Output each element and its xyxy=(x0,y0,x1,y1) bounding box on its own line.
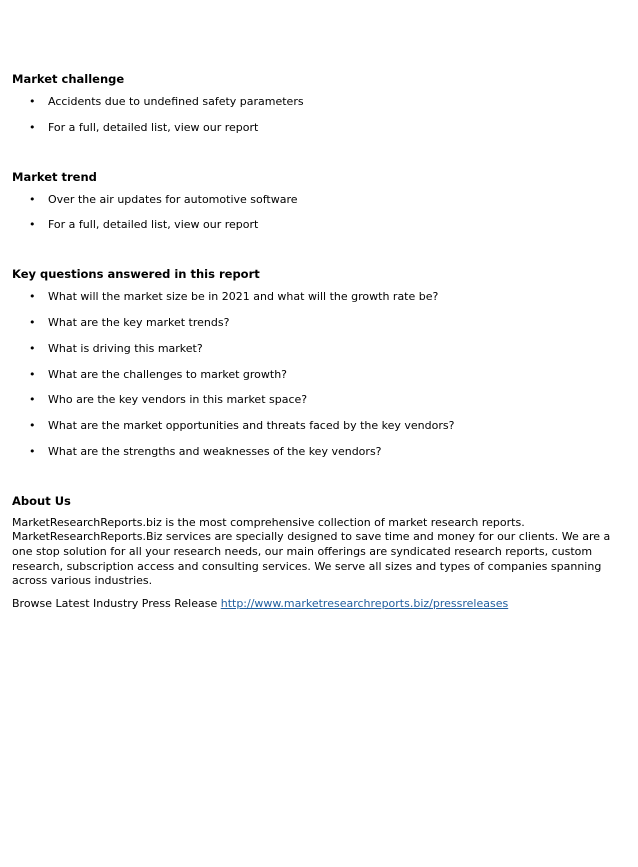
section-spacer xyxy=(12,243,618,267)
section-heading: Key questions answered in this report xyxy=(12,267,260,282)
bullet-icon: • xyxy=(29,192,36,206)
list-item xyxy=(12,217,618,232)
list-item-text: What will the market size be in 2021 and what will the growth rate be? xyxy=(48,290,439,304)
list-item xyxy=(12,418,618,433)
bullet-icon: • xyxy=(29,218,36,232)
bullet-icon: • xyxy=(29,444,36,458)
list-item xyxy=(12,392,618,407)
browse-line xyxy=(12,597,618,612)
list-item-text: What are the challenges to market growth? xyxy=(48,367,288,381)
bullet-icon: • xyxy=(29,393,36,407)
list-item xyxy=(12,444,618,459)
about-paragraph: MarketResearchReports.biz is the most comprehensive collection of market research reports. MarketResearchReports.Biz services are specially designed to save time and money for our clients. We are a one stop solution for all your research needs, our main offerings are syndicated research reports, custom research, subscription access and consulting services. We serve all sizes and types of companies spanning across various industries. xyxy=(12,515,611,588)
bullet-icon: • xyxy=(29,95,36,108)
section-heading: Market trend xyxy=(12,169,97,184)
press-releases-link[interactable]: http://www.marketresearchreports.biz/pressreleases xyxy=(220,596,509,610)
list-item-text: What are the key market trends? xyxy=(48,315,230,329)
bullet-icon: • xyxy=(29,120,36,134)
bullet-icon: • xyxy=(29,341,36,355)
bullet-icon: • xyxy=(29,290,36,304)
bullet-list xyxy=(12,192,618,233)
list-item-text: What is driving this market? xyxy=(48,341,203,355)
list-item-text: Over the air updates for automotive software xyxy=(48,192,298,206)
list-item-text: Who are the key vendors in this market space? xyxy=(48,393,308,407)
list-item xyxy=(12,367,618,382)
bullet-list xyxy=(12,289,618,459)
section-spacer xyxy=(12,146,618,170)
list-item xyxy=(12,341,618,356)
section-heading: About Us xyxy=(12,493,71,508)
list-item xyxy=(12,315,618,330)
list-item-text: Accidents due to undefined safety parameters xyxy=(48,95,304,108)
section-key-questions xyxy=(12,267,618,494)
section-market-trend xyxy=(12,170,618,268)
list-item xyxy=(12,289,618,304)
list-item xyxy=(12,192,618,207)
list-item-text: For a full, detailed list, view our report xyxy=(48,218,259,232)
list-item-text: For a full, detailed list, view our report xyxy=(48,120,259,134)
bullet-icon: • xyxy=(29,315,36,329)
browse-label: Browse Latest Industry Press Release xyxy=(12,596,221,610)
bullet-icon: • xyxy=(29,367,36,381)
bullet-icon: • xyxy=(29,419,36,433)
section-spacer xyxy=(12,470,618,494)
list-item xyxy=(12,120,618,135)
list-item-text: What are the market opportunities and threats faced by the key vendors? xyxy=(48,419,455,433)
section-heading: Market challenge xyxy=(12,72,125,86)
list-item xyxy=(12,94,618,109)
bullet-list xyxy=(12,94,618,135)
list-item-text: What are the strengths and weaknesses of the key vendors? xyxy=(48,444,382,458)
section-market-challenge xyxy=(12,72,618,170)
document-page xyxy=(12,72,618,619)
section-about-us xyxy=(12,494,618,612)
